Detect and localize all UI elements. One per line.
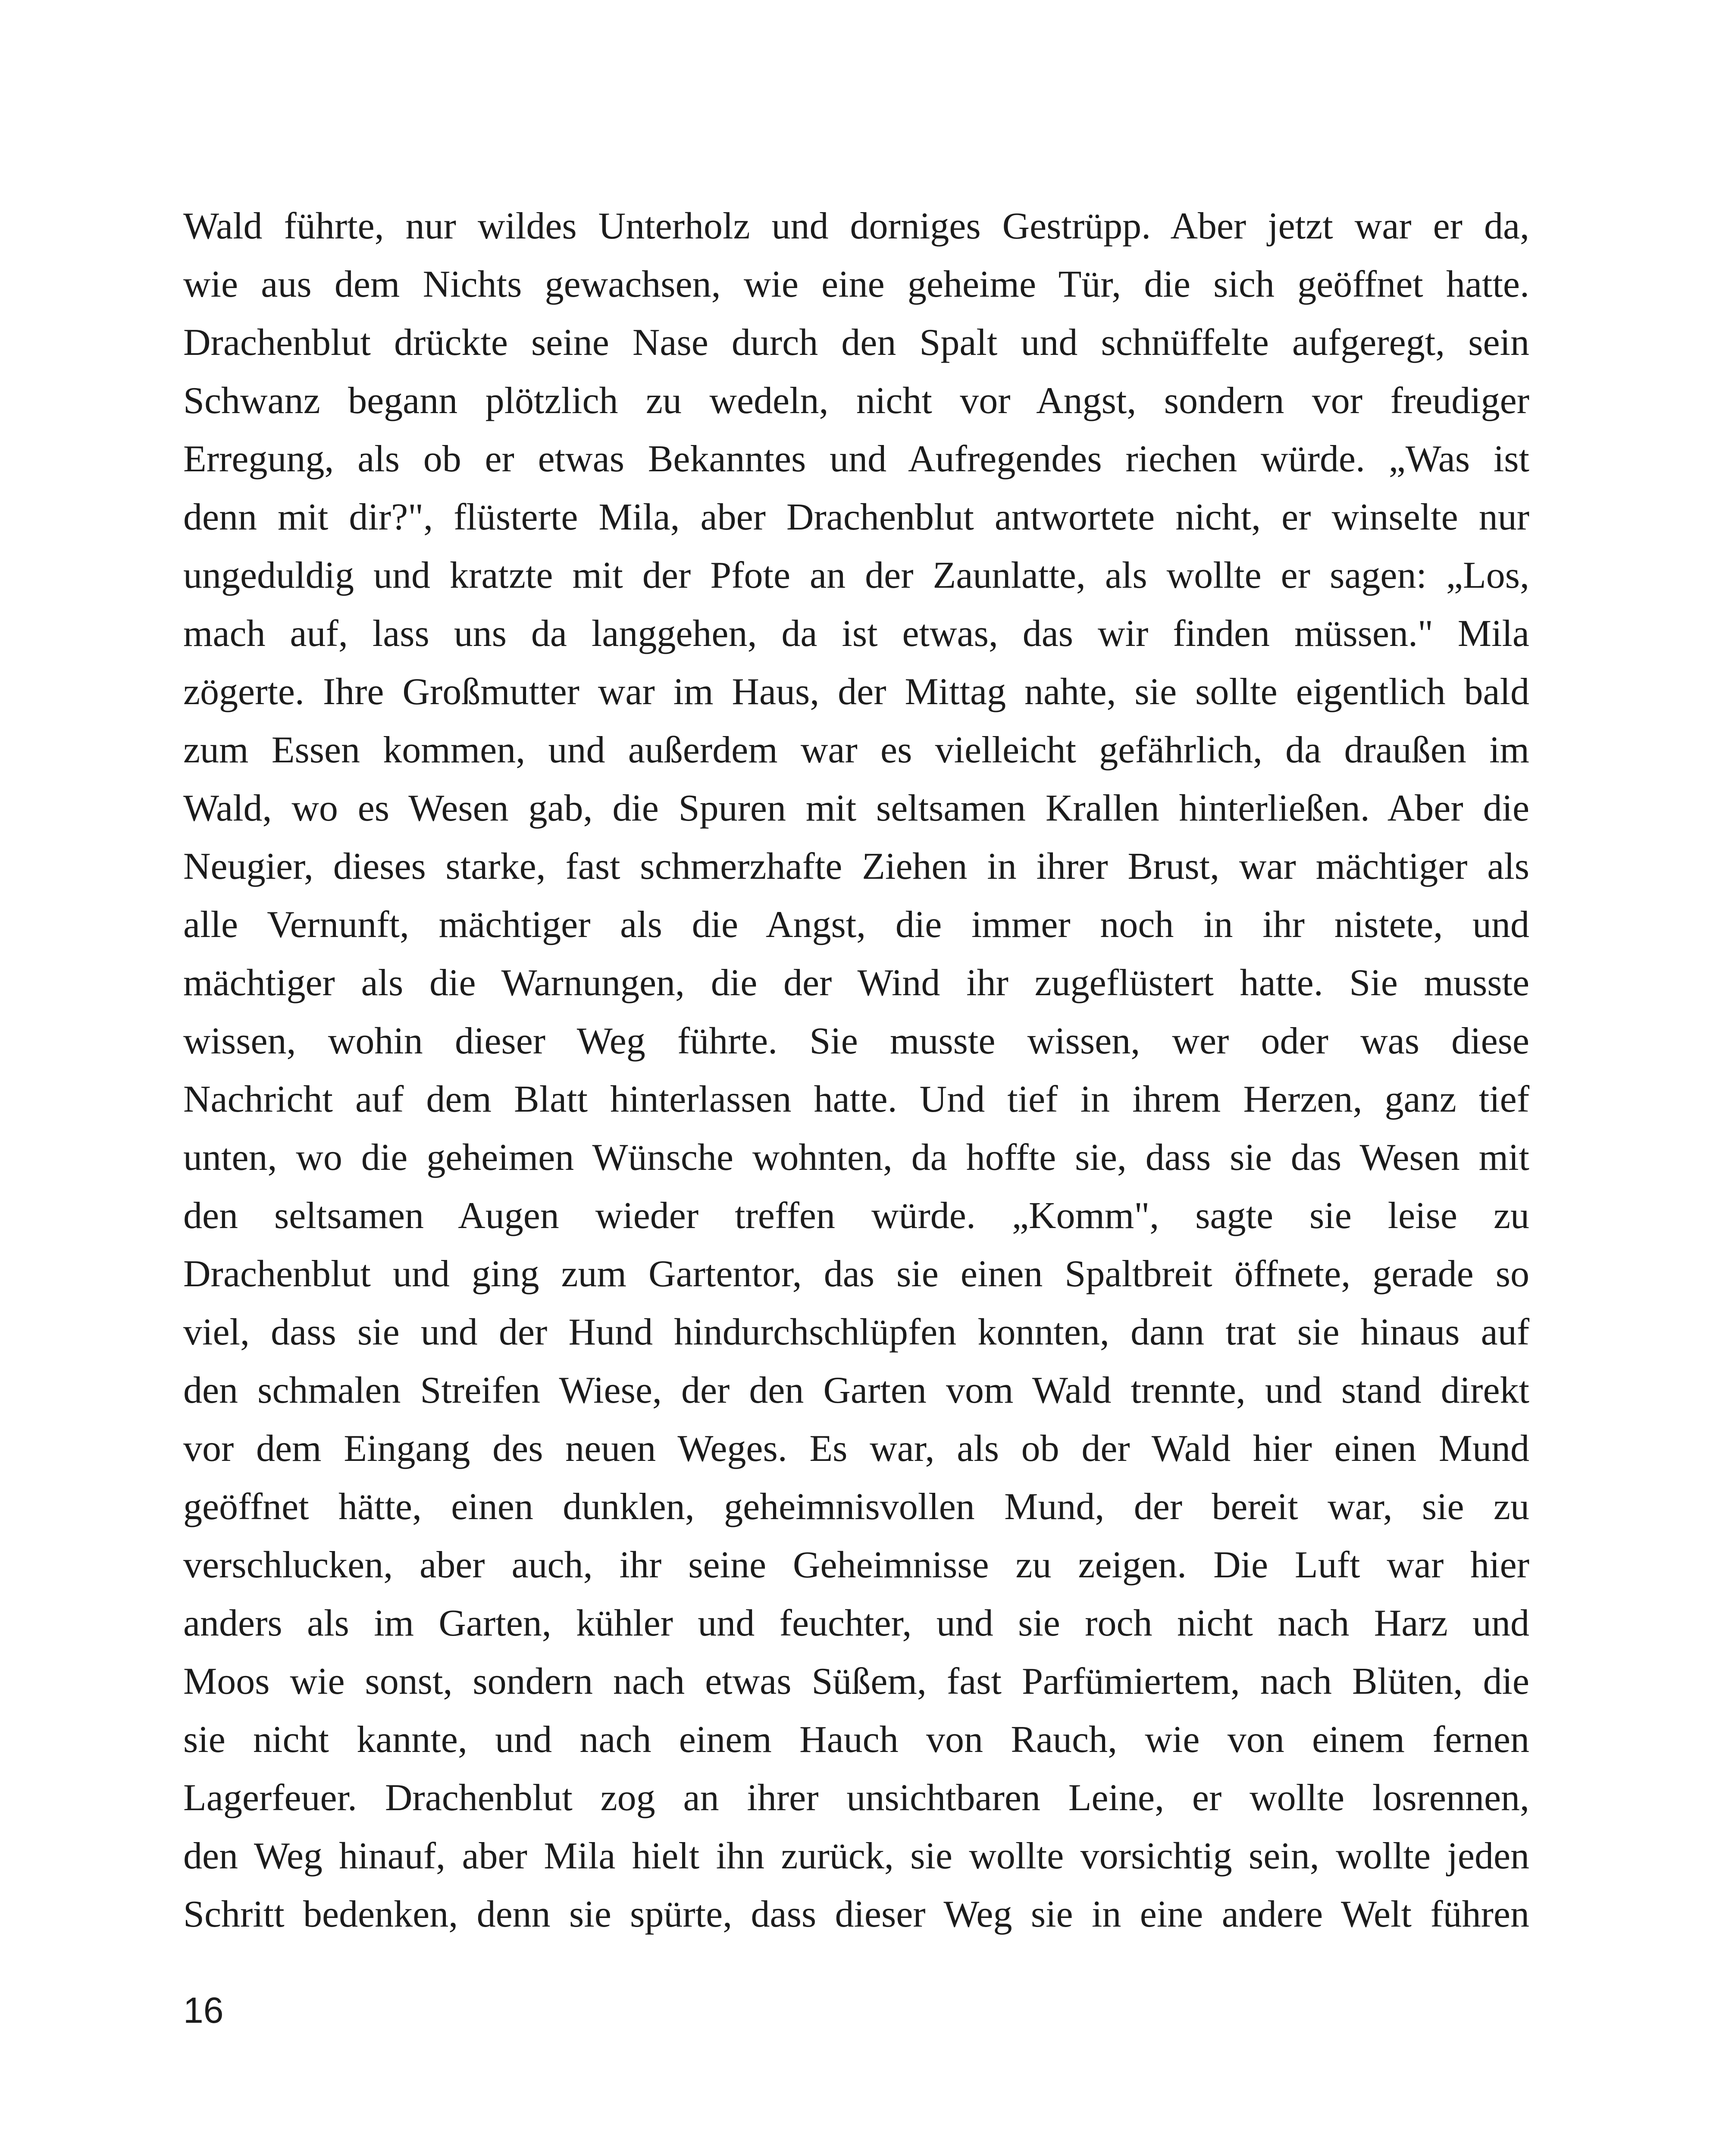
text-line: Schritt bedenken, denn sie spürte, dass dieser Weg sie in eine andere Welt führen: [183, 1893, 1529, 1935]
text-line: viel, dass sie und der Hund hindurchschlüpfen konnten, dann trat sie hinaus auf: [183, 1311, 1529, 1353]
text-line: alle Vernunft, mächtiger als die Angst, die immer noch in ihr nistete, und: [183, 904, 1529, 946]
text-line: Drachenblut und ging zum Gartentor, das sie einen Spaltbreit öffnete, gerade so: [183, 1253, 1529, 1295]
text-line: Erregung, als ob er etwas Bekanntes und Aufregendes riechen würde. „Was ist: [183, 438, 1529, 480]
text-line: Moos wie sonst, sondern nach etwas Süßem, fast Parfümiertem, nach Blüten, die: [183, 1661, 1529, 1702]
text-line: wie aus dem Nichts gewachsen, wie eine geheime Tür, die sich geöffnet hatte.: [183, 263, 1529, 305]
text-line: Drachenblut drückte seine Nase durch den Spalt und schnüffelte aufgeregt, sein: [183, 322, 1529, 364]
text-line: den Weg hinauf, aber Mila hielt ihn zurück, sie wollte vorsichtig sein, wollte jeden: [183, 1835, 1529, 1877]
text-line: zögerte. Ihre Großmutter war im Haus, der Mittag nahte, sie sollte eigentlich bald: [183, 671, 1529, 713]
text-line: geöffnet hätte, einen dunklen, geheimnisvollen Mund, der bereit war, sie zu: [183, 1486, 1529, 1528]
text-line: den seltsamen Augen wieder treffen würde. „Komm", sagte sie leise zu: [183, 1195, 1529, 1237]
text-line: unten, wo die geheimen Wünsche wohnten, da hoffte sie, dass sie das Wesen mit: [183, 1137, 1529, 1178]
text-line: den schmalen Streifen Wiese, der den Garten vom Wald trennte, und stand direkt: [183, 1369, 1529, 1411]
text-line: Neugier, dieses starke, fast schmerzhafte Ziehen in ihrer Brust, war mächtiger als: [183, 846, 1529, 887]
text-line: denn mit dir?", flüsterte Mila, aber Drachenblut antwortete nicht, er winselte nur: [183, 496, 1529, 538]
text-line: Schwanz begann plötzlich zu wedeln, nicht vor Angst, sondern vor freudiger: [183, 380, 1529, 422]
text-line: zum Essen kommen, und außerdem war es vielleicht gefährlich, da draußen im: [183, 729, 1529, 771]
text-line: vor dem Eingang des neuen Weges. Es war, als ob der Wald hier einen Mund: [183, 1428, 1529, 1470]
text-line: mach auf, lass uns da langgehen, da ist etwas, das wir finden müssen." Mila: [183, 613, 1529, 655]
text-line: mächtiger als die Warnungen, die der Wind ihr zugeflüstert hatte. Sie musste: [183, 962, 1529, 1004]
text-line: Lagerfeuer. Drachenblut zog an ihrer unsichtbaren Leine, er wollte losrennen,: [183, 1777, 1529, 1819]
text-line: verschlucken, aber auch, ihr seine Geheimnisse zu zeigen. Die Luft war hier: [183, 1544, 1529, 1586]
text-line: sie nicht kannte, und nach einem Hauch von Rauch, wie von einem fernen: [183, 1719, 1529, 1761]
text-line: Wald führte, nur wildes Unterholz und dorniges Gestrüpp. Aber jetzt war er da,: [183, 205, 1529, 247]
body-text: [183, 197, 1529, 1943]
page-number: 16: [183, 1990, 224, 2031]
text-line: anders als im Garten, kühler und feuchter, und sie roch nicht nach Harz und: [183, 1602, 1529, 1644]
text-line: Nachricht auf dem Blatt hinterlassen hatte. Und tief in ihrem Herzen, ganz tief: [183, 1078, 1529, 1120]
text-line: Wald, wo es Wesen gab, die Spuren mit seltsamen Krallen hinterließen. Aber die: [183, 787, 1529, 829]
text-line: ungeduldig und kratzte mit der Pfote an der Zaunlatte, als wollte er sagen: „Los,: [183, 555, 1529, 596]
text-line: wissen, wohin dieser Weg führte. Sie musste wissen, wer oder was diese: [183, 1020, 1529, 1062]
